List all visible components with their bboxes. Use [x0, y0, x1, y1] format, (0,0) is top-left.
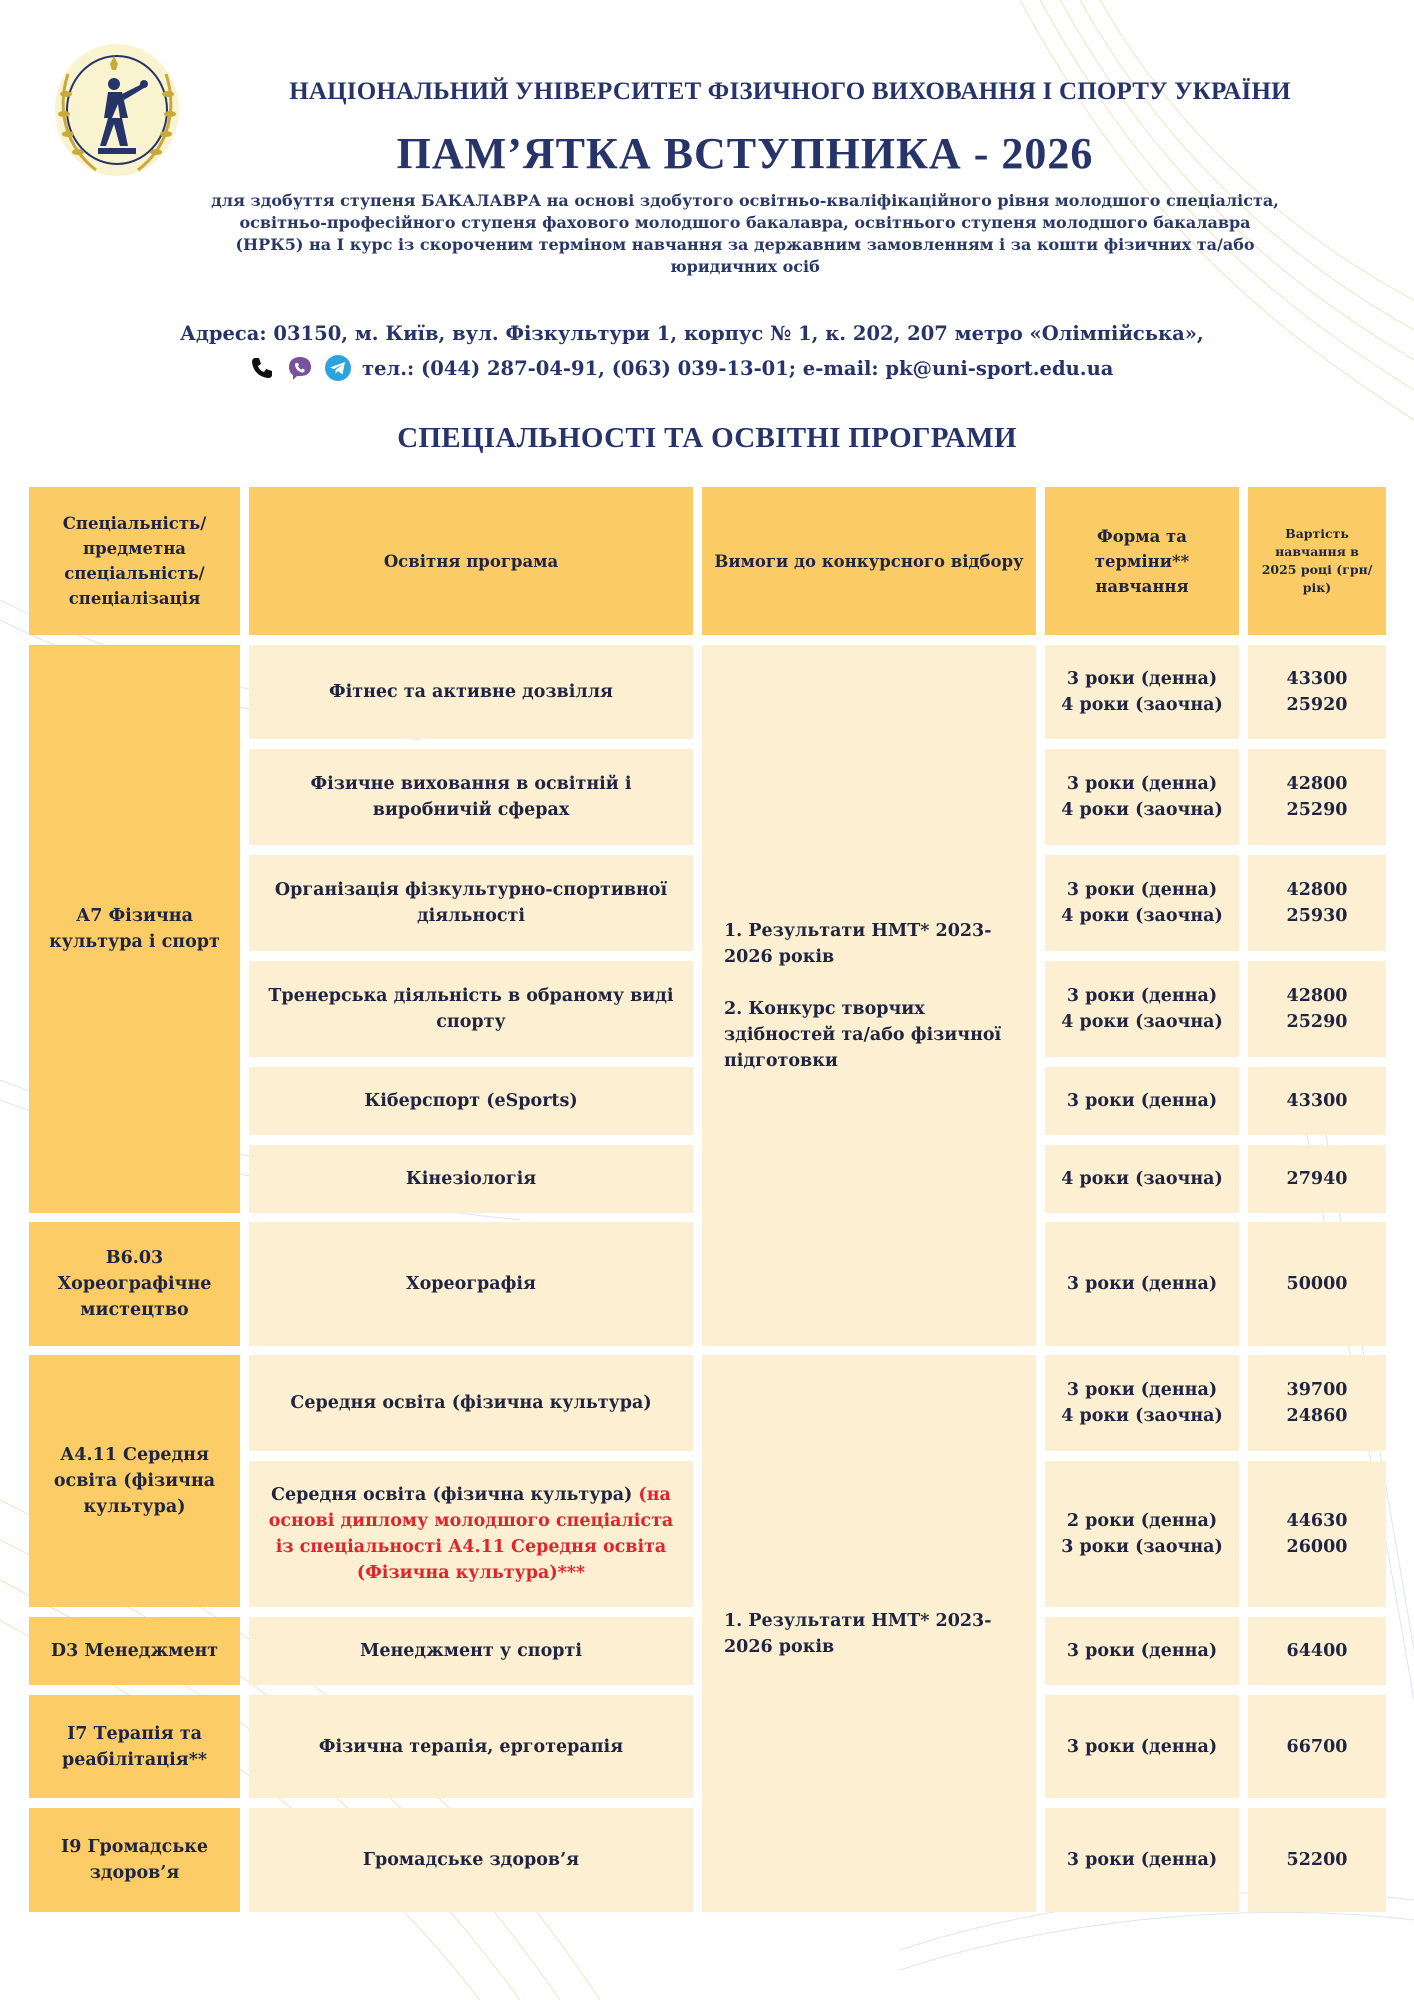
column-header-requirements: Вимоги до конкурсного відбору: [702, 487, 1036, 635]
study-form-cell: [1045, 1461, 1239, 1607]
study-form-cell: [1045, 749, 1239, 845]
program-cell: Тренерська діяльність в обраному виді спорту: [249, 961, 693, 1057]
page-title: ПАМ’ЯТКА ВСТУПНИКА - 2026: [396, 129, 1094, 178]
study-form: 3 роки (денна): [1066, 774, 1218, 794]
cost-cell: [1248, 1355, 1386, 1451]
study-form: 3 роки (денна): [1066, 880, 1218, 900]
cost-value: 26000: [1286, 1537, 1348, 1557]
study-form: 4 роки (заочна): [1061, 695, 1223, 715]
column-header-cost: Вартість навчання в 2025 році (грн/рік): [1248, 487, 1386, 635]
program-cell: [249, 1461, 693, 1607]
program-cell: Фізична терапія, ерготерапія: [249, 1695, 693, 1798]
contacts-line: [248, 354, 1298, 382]
cost-value: 27940: [1248, 1145, 1386, 1213]
cost-value: 44630: [1286, 1511, 1348, 1531]
cost-value: 66700: [1248, 1695, 1386, 1798]
program-cell: Громадське здоров’я: [249, 1808, 693, 1912]
requirement-item: 2. Конкурс творчих здібностей та/або фізичної підготовки: [724, 998, 1002, 1071]
cost-cell: [1248, 1461, 1386, 1607]
program-cell: Менеджмент у спорті: [249, 1617, 693, 1685]
requirement-item: 1. Результати НМТ* 2023-2026 років: [724, 1610, 992, 1657]
specialty-i7: І7 Терапія та реабілітація**: [29, 1695, 240, 1798]
study-form: 4 роки (заочна): [1061, 800, 1223, 820]
study-form: 3 роки (денна): [1066, 1380, 1218, 1400]
cost-value: 39700: [1286, 1380, 1348, 1400]
subtitle-line: (НРК5) на І курс із скороченим терміном навчання за державним замовленням і за кошти фізичних та/або: [235, 235, 1255, 254]
study-form: 3 роки (денна): [1045, 1695, 1239, 1798]
cost-value: 50000: [1248, 1222, 1386, 1346]
subtitle-line: освітньо-професійного ступеня фахового молодшого бакалавра, освітнього ступеня молодшого бакалавра: [239, 213, 1251, 232]
specialty-a7: А7 Фізична культура і спорт: [29, 645, 240, 1213]
requirements-group-1: [702, 645, 1036, 1346]
study-form-cell: [1045, 961, 1239, 1057]
specialty-i9: І9 Громадське здоров’я: [29, 1808, 240, 1912]
cost-value: 43300: [1286, 669, 1348, 689]
specialty-b603: В6.03 Хореографічне мистецтво: [29, 1222, 240, 1346]
university-name: НАЦІОНАЛЬНИЙ УНІВЕРСИТЕТ ФІЗИЧНОГО ВИХОВАННЯ І СПОРТУ УКРАЇНИ: [289, 78, 1291, 105]
study-form: 3 роки (денна): [1045, 1222, 1239, 1346]
viber-icon[interactable]: [286, 354, 314, 382]
cost-value: 43300: [1248, 1067, 1386, 1135]
subtitle-line: юридичних осіб: [670, 257, 820, 276]
program-cell: Організація фізкультурно-спортивної діяльності: [249, 855, 693, 951]
cost-value: 25930: [1286, 906, 1348, 926]
study-form-cell: [1045, 1355, 1239, 1451]
specialty-a411: А4.11 Середня освіта (фізична культура): [29, 1355, 240, 1607]
study-form-cell: [1045, 855, 1239, 951]
program-cell: Кінезіологія: [249, 1145, 693, 1213]
cost-value: 25290: [1286, 800, 1348, 820]
cost-value: 42800: [1286, 880, 1348, 900]
study-form: 4 роки (заочна): [1061, 1012, 1223, 1032]
cost-cell: [1248, 855, 1386, 951]
column-header-specialty: Спеціальність/ предметна спеціальність/ спеціалізація: [29, 487, 240, 635]
study-form: 4 роки (заочна): [1061, 1406, 1223, 1426]
specialty-d3: D3 Менеджмент: [29, 1617, 240, 1685]
study-form-cell: [1045, 645, 1239, 739]
study-form: 3 роки (денна): [1066, 986, 1218, 1006]
program-cell: Хореографія: [249, 1222, 693, 1346]
subtitle-line: для здобуття ступеня БАКАЛАВРА на основі здобутого освітньо-кваліфікаційного рівня молодшого спеціаліста,: [211, 191, 1279, 210]
requirements-group-2: [702, 1355, 1036, 1912]
program-cell: Кіберспорт (eSports): [249, 1067, 693, 1135]
cost-value: 25920: [1286, 695, 1348, 715]
program-name: Середня освіта (фізична культура): [271, 1485, 633, 1505]
cost-cell: [1248, 645, 1386, 739]
cost-value: 25290: [1286, 1012, 1348, 1032]
contacts-text: тел.: (044) 287-04-91, (063) 039-13-01; e-mail: pk@uni-sport.edu.ua: [362, 356, 1114, 380]
phone-icon[interactable]: [248, 354, 276, 382]
cost-value: 42800: [1286, 986, 1348, 1006]
program-text: [261, 1482, 681, 1586]
cost-value: 52200: [1248, 1808, 1386, 1912]
column-header-program: Освітня програма: [249, 487, 693, 635]
study-form: 3 роки (денна): [1066, 669, 1218, 689]
requirement-item: 1. Результати НМТ* 2023-2026 років: [724, 920, 992, 967]
university-emblem-logo: [48, 34, 186, 182]
study-form: 3 роки (денна): [1045, 1617, 1239, 1685]
study-form: 3 роки (заочна): [1061, 1537, 1223, 1557]
study-form: 3 роки (денна): [1045, 1808, 1239, 1912]
column-header-form: Форма та терміни** навчання: [1045, 487, 1239, 635]
study-form: 4 роки (заочна): [1061, 906, 1223, 926]
subtitle: [195, 190, 1295, 278]
study-form: 2 роки (денна): [1066, 1511, 1218, 1531]
cost-cell: [1248, 961, 1386, 1057]
program-cell: Фізичне виховання в освітній і виробничій сферах: [249, 749, 693, 845]
program-cell: Середня освіта (фізична культура): [249, 1355, 693, 1451]
cost-cell: [1248, 749, 1386, 845]
cost-value: 24860: [1286, 1406, 1348, 1426]
cost-value: 42800: [1286, 774, 1348, 794]
telegram-icon[interactable]: [324, 354, 352, 382]
study-form: 3 роки (денна): [1045, 1067, 1239, 1135]
cost-value: 64400: [1248, 1617, 1386, 1685]
program-note: (на основі диплому молодшого спеціаліста із спеціальності А4.11 Середня освіта (Фізична культура)***: [268, 1485, 674, 1583]
section-title: СПЕЦІАЛЬНОСТІ ТА ОСВІТНІ ПРОГРАМИ: [397, 422, 1017, 454]
address: Адреса: 03150, м. Київ, вул. Фізкультури 1, корпус № 1, к. 202, 207 метро «Олімпійська»,: [180, 322, 1204, 345]
study-form: 4 роки (заочна): [1045, 1145, 1239, 1213]
program-cell: Фітнес та активне дозвілля: [249, 645, 693, 739]
